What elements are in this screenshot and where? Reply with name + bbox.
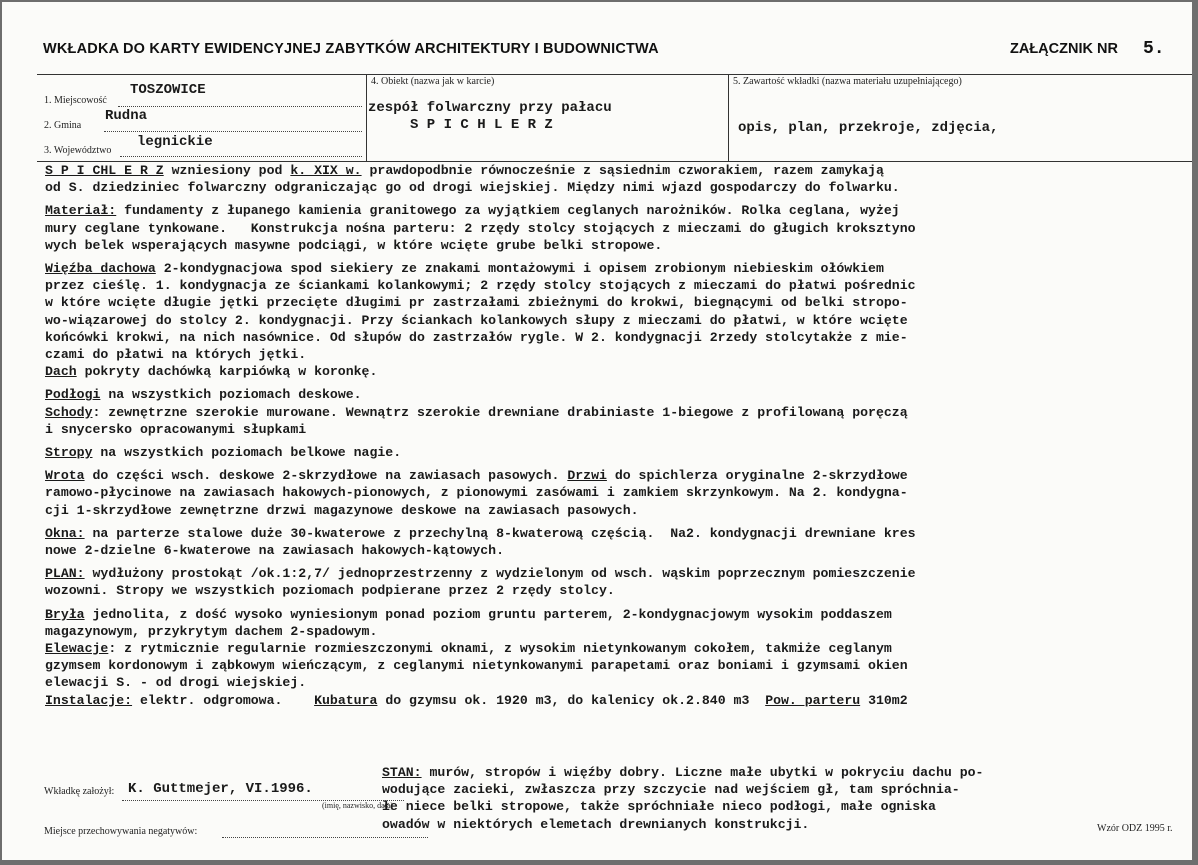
heading-dach: Dach (45, 364, 77, 380)
wojewodztwo-label: 3. Województwo (44, 145, 112, 156)
wojewodztwo-line (120, 156, 362, 157)
heading-pow-parteru: Pow. parteru (765, 692, 861, 708)
paragraph-okna: Okna: na parterze stalowe duże 30-kwaterowe z przechylną 8-kwaterową częścią. Na2. kondygnacji drewniane kres nowe 2-dzielne 6-kwaterowe na zawiasach hakowych-kątowych. (45, 525, 916, 559)
form-version: Wzór ODZ 1995 r. (1097, 823, 1173, 834)
heading-elewacje: Elewacje (45, 641, 109, 657)
heading-stropy: Stropy (45, 445, 93, 461)
zalozyl-hint: (imię, nazwisko, data) (322, 801, 394, 810)
header-rule-top (37, 74, 1192, 75)
form-title: WKŁADKA DO KARTY EWIDENCYJNEJ ZABYTKÓW ARCHITEKTURY I BUDOWNICTWA (43, 41, 659, 57)
paragraph-wrota: Wrota do części wsch. deskowe 2-skrzydłowe na zawiasach pasowych. Drzwi do spichlerza oryginalne 2-skrzydłowe ramowo-płycinowe na zawiasach hakowych-pionowych, z pionowymi zasówami i zamkiem skrzynkowym. Na 2. kondygna- cji 1-skrzydłowe zewnętrzne drzwi magazynowe deskowe na zawiasach pasowych. (45, 468, 908, 518)
obiekt-label: 4. Obiekt (nazwa jak w karcie) (371, 76, 495, 87)
heading-drzwi: Drzwi (567, 468, 607, 484)
heading-material: Materiał: (45, 203, 117, 219)
column-divider-2 (728, 74, 729, 161)
paragraph-wiezba: Więźba dachowa 2-kondygnacjowa spod siekiery ze znakami montażowymi i opisem zrobionym niebieskim ołówkiem przez cieślę. 1. kondygnacja ze ściankami kolankowymi; 2 rzędy stolcy stojących z mieczami do płatwi pośrednic w które wcięte długie jętki przecięte długimi pr zastrzałami zbieżnymi do krokwi, biegnącymi od belki stropo- wo-wiązarowej do stolcy 2. kondygnacji. Przy ściankach kolankowych słupy z mieczami do płatwi, w które wcięte końcówki krokwi, na nich nasównice. Od słupów do zastrzałów rygle. W 2. kondygnacji 2rzedy stolcytakże z mie- czami do płatwi na których jętki. Dach pokryty dachówką karpiówką w koronkę. (45, 261, 916, 380)
paragraph-plan: PLAN: wydłużony prostokąt /ok.1:2,7/ jednoprzestrzenny z wydzielonym od wsch. wąskim poprzecznym pomieszczenie wozowni. Stropy we wszystkich poziomach podpierane przez 2 rzędy stolcy. (45, 566, 916, 599)
obiekt-value-line1: zespół folwarczny przy pałacu (368, 100, 612, 116)
zawartosc-label: 5. Zawartość wkładki (nazwa materiału uzupełniającego) (733, 76, 962, 87)
gmina-line (104, 131, 362, 132)
wojewodztwo-value: legnickie (137, 134, 213, 150)
paragraph-spichlerz: S P I CHL E R Z wzniesiony pod k. XIX w. prawdopodbnie równocześnie z sąsiednim czworakiem, razem zamykają od S. dziedziniec folwarczny odgraniczając go od drogi wiejskiej. Między nimi wjazd gospodarczy do folwarku. (45, 163, 900, 196)
heading-wrota: Wrota (45, 468, 85, 484)
gmina-label: 2. Gmina (44, 120, 82, 131)
stan-block: STAN: murów, stropów i więźby dobry. Liczne małe ubytki w pokryciu dachu po- wodujące zacieki, zwłaszcza przy szczycie nad wejściem gł, tam spróchnia- łe niece belki stropowe, także spróchniałe nieco podłogi, małe ogniska owadów w niektórych elemetach drewnianych konstrukcji. (382, 765, 984, 832)
miejscowosc-label: 1. Miejscowość (44, 95, 107, 106)
paragraph-stropy: Stropy na wszystkich poziomach belkowe nagie. (45, 445, 402, 461)
paragraph-podlogi: Podłogi na wszystkich poziomach deskowe. Schody: zewnętrzne szerokie murowane. Wewnątrz szerokie drewniane drabiniaste 1-biegowe z profilowaną poręczą i snycersko opracowanymi słupkami (45, 387, 908, 437)
gmina-value: Rudna (105, 108, 148, 124)
miejscowosc-value: TOSZOWICE (130, 82, 206, 98)
heading-wiezba: Więźba dachowa (45, 261, 156, 277)
heading-bryla: Bryła (45, 606, 85, 622)
heading-okna: Okna: (45, 525, 85, 541)
paragraph-bryla: Bryła jednolita, z dość wysoko wyniesionym ponad poziom gruntu parterem, 2-kondygnacjowym wysokim poddaszem magazynowym, przykrytym dachem 2-spadowym. Elewacje: z rytmicznie regularnie rozmieszczonymi oknami, z wysokim nietynkowanym cokołem, takmiże ceglanym gzymsem kordonowym i ząbkowym wieńczącym, z ceglanymi nietynkowanymi parapetami oraz boniami i gzymsami okien elewacji S. - od drogi wiejskiej. Instalacje: elektr. odgromowa. Kubatura do gzymsu ok. 1920 m3, do kalenicy ok.2.840 m3 Pow. parteru 310m2 (45, 606, 908, 708)
column-divider-1 (366, 74, 367, 161)
heading-podlogi: Podłogi (45, 387, 101, 403)
attachment-number: 5. (1143, 39, 1165, 59)
negatywy-label: Miejsce przechowywania negatywów: (44, 826, 198, 837)
heading-spichlerz: S P I CHL E R Z (45, 163, 164, 178)
date-century: k. XIX w. (290, 163, 362, 178)
heading-plan: PLAN: (45, 566, 85, 582)
zalozyl-value: K. Guttmejer, VI.1996. (128, 781, 313, 797)
paragraph-material: Materiał: fundamenty z łupanego kamienia granitowego za wyjątkiem ceglanych narożników. Rolka ceglana, wyżej mury ceglane tynkowane. Konstrukcja nośna parteru: 2 rzędy stolcy stojących z mieczami do gługich kroksztyno wych belek wsperających masywne podciągi, w które wcięte grube belki stropowe. (45, 203, 916, 253)
negatywy-line (222, 837, 428, 838)
heading-schody: Schody (45, 404, 93, 420)
heading-kubatura: Kubatura (314, 692, 378, 708)
heading-instalacje: Instalacje: (45, 692, 133, 708)
heading-stan: STAN: (382, 765, 422, 780)
zalozyl-label: Wkładkę założył: (44, 786, 115, 797)
zawartosc-value: opis, plan, przekroje, zdjęcia, (738, 120, 999, 136)
obiekt-value-line2: S P I C H L E R Z (410, 117, 553, 133)
description-body (45, 162, 1195, 709)
miejscowosc-line (118, 106, 362, 107)
attachment-label: ZAŁĄCZNIK NR (1010, 41, 1118, 57)
